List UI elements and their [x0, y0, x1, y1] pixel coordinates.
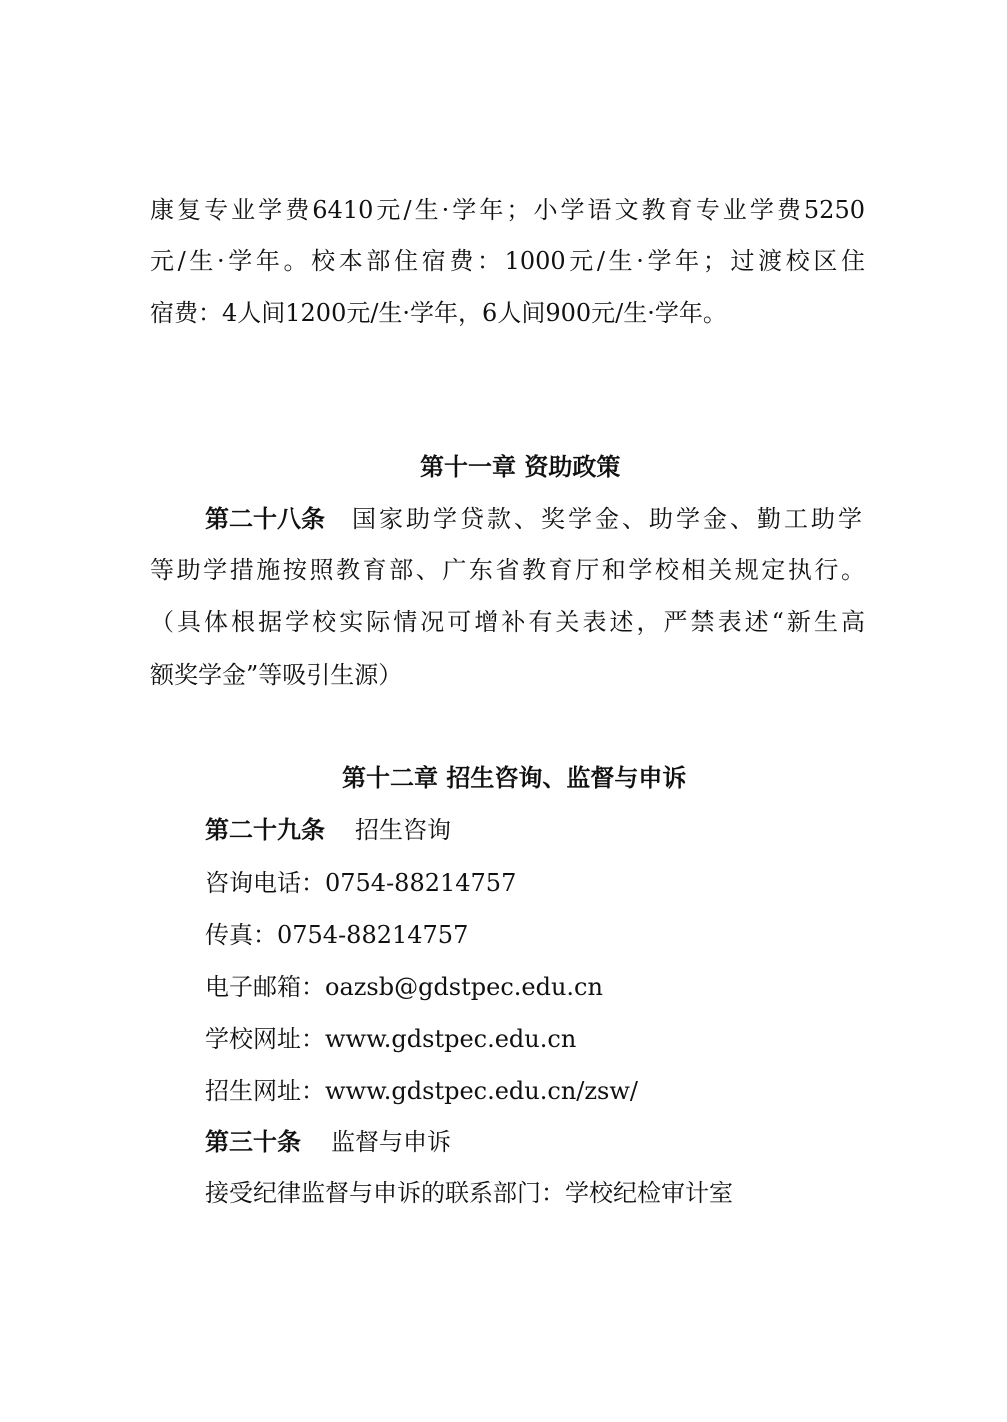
paragraph-line: （具体根据学校实际情况可增补有关表述，严禁表述“新生高 — [150, 608, 865, 636]
article-line — [205, 1127, 451, 1157]
contact-admissions-website: 招生网址：www.gdstpec.edu.cn/zsw/ — [205, 1077, 638, 1105]
article-label: 第三十条 — [205, 1128, 301, 1156]
paragraph-line: 额奖学金”等吸引生源） — [150, 661, 403, 689]
contact-phone: 咨询电话：0754-88214757 — [205, 869, 517, 897]
chapter-heading: 第十二章 招生咨询、监督与申诉 — [342, 764, 687, 792]
article-line — [205, 815, 451, 845]
article-text: 招生咨询 — [355, 816, 451, 844]
article-label: 第二十九条 — [205, 816, 325, 844]
paragraph-line: 元/生·学年。校本部住宿费：1000元/生·学年；过渡校区住 — [150, 247, 865, 275]
contact-email: 电子邮箱：oazsb@gdstpec.edu.cn — [205, 973, 603, 1001]
paragraph-line: 康复专业学费6410元/生·学年；小学语文教育专业学费5250 — [150, 196, 865, 224]
paragraph-line: 等助学措施按照教育部、广东省教育厅和学校相关规定执行。 — [150, 556, 865, 584]
article-text: 监督与申诉 — [331, 1128, 451, 1156]
contact-website: 学校网址：www.gdstpec.edu.cn — [205, 1025, 577, 1053]
contact-fax: 传真：0754-88214757 — [205, 921, 469, 949]
complaint-department: 接受纪律监督与申诉的联系部门：学校纪检审计室 — [205, 1179, 733, 1207]
article-label: 第二十八条 — [205, 505, 325, 533]
article-line — [205, 504, 865, 534]
chapter-heading: 第十一章 资助政策 — [420, 453, 621, 481]
paragraph-line: 宿费：4人间1200元/生·学年，6人间900元/生·学年。 — [150, 299, 727, 327]
article-text: 国家助学贷款、奖学金、助学金、勤工助学 — [352, 505, 865, 533]
